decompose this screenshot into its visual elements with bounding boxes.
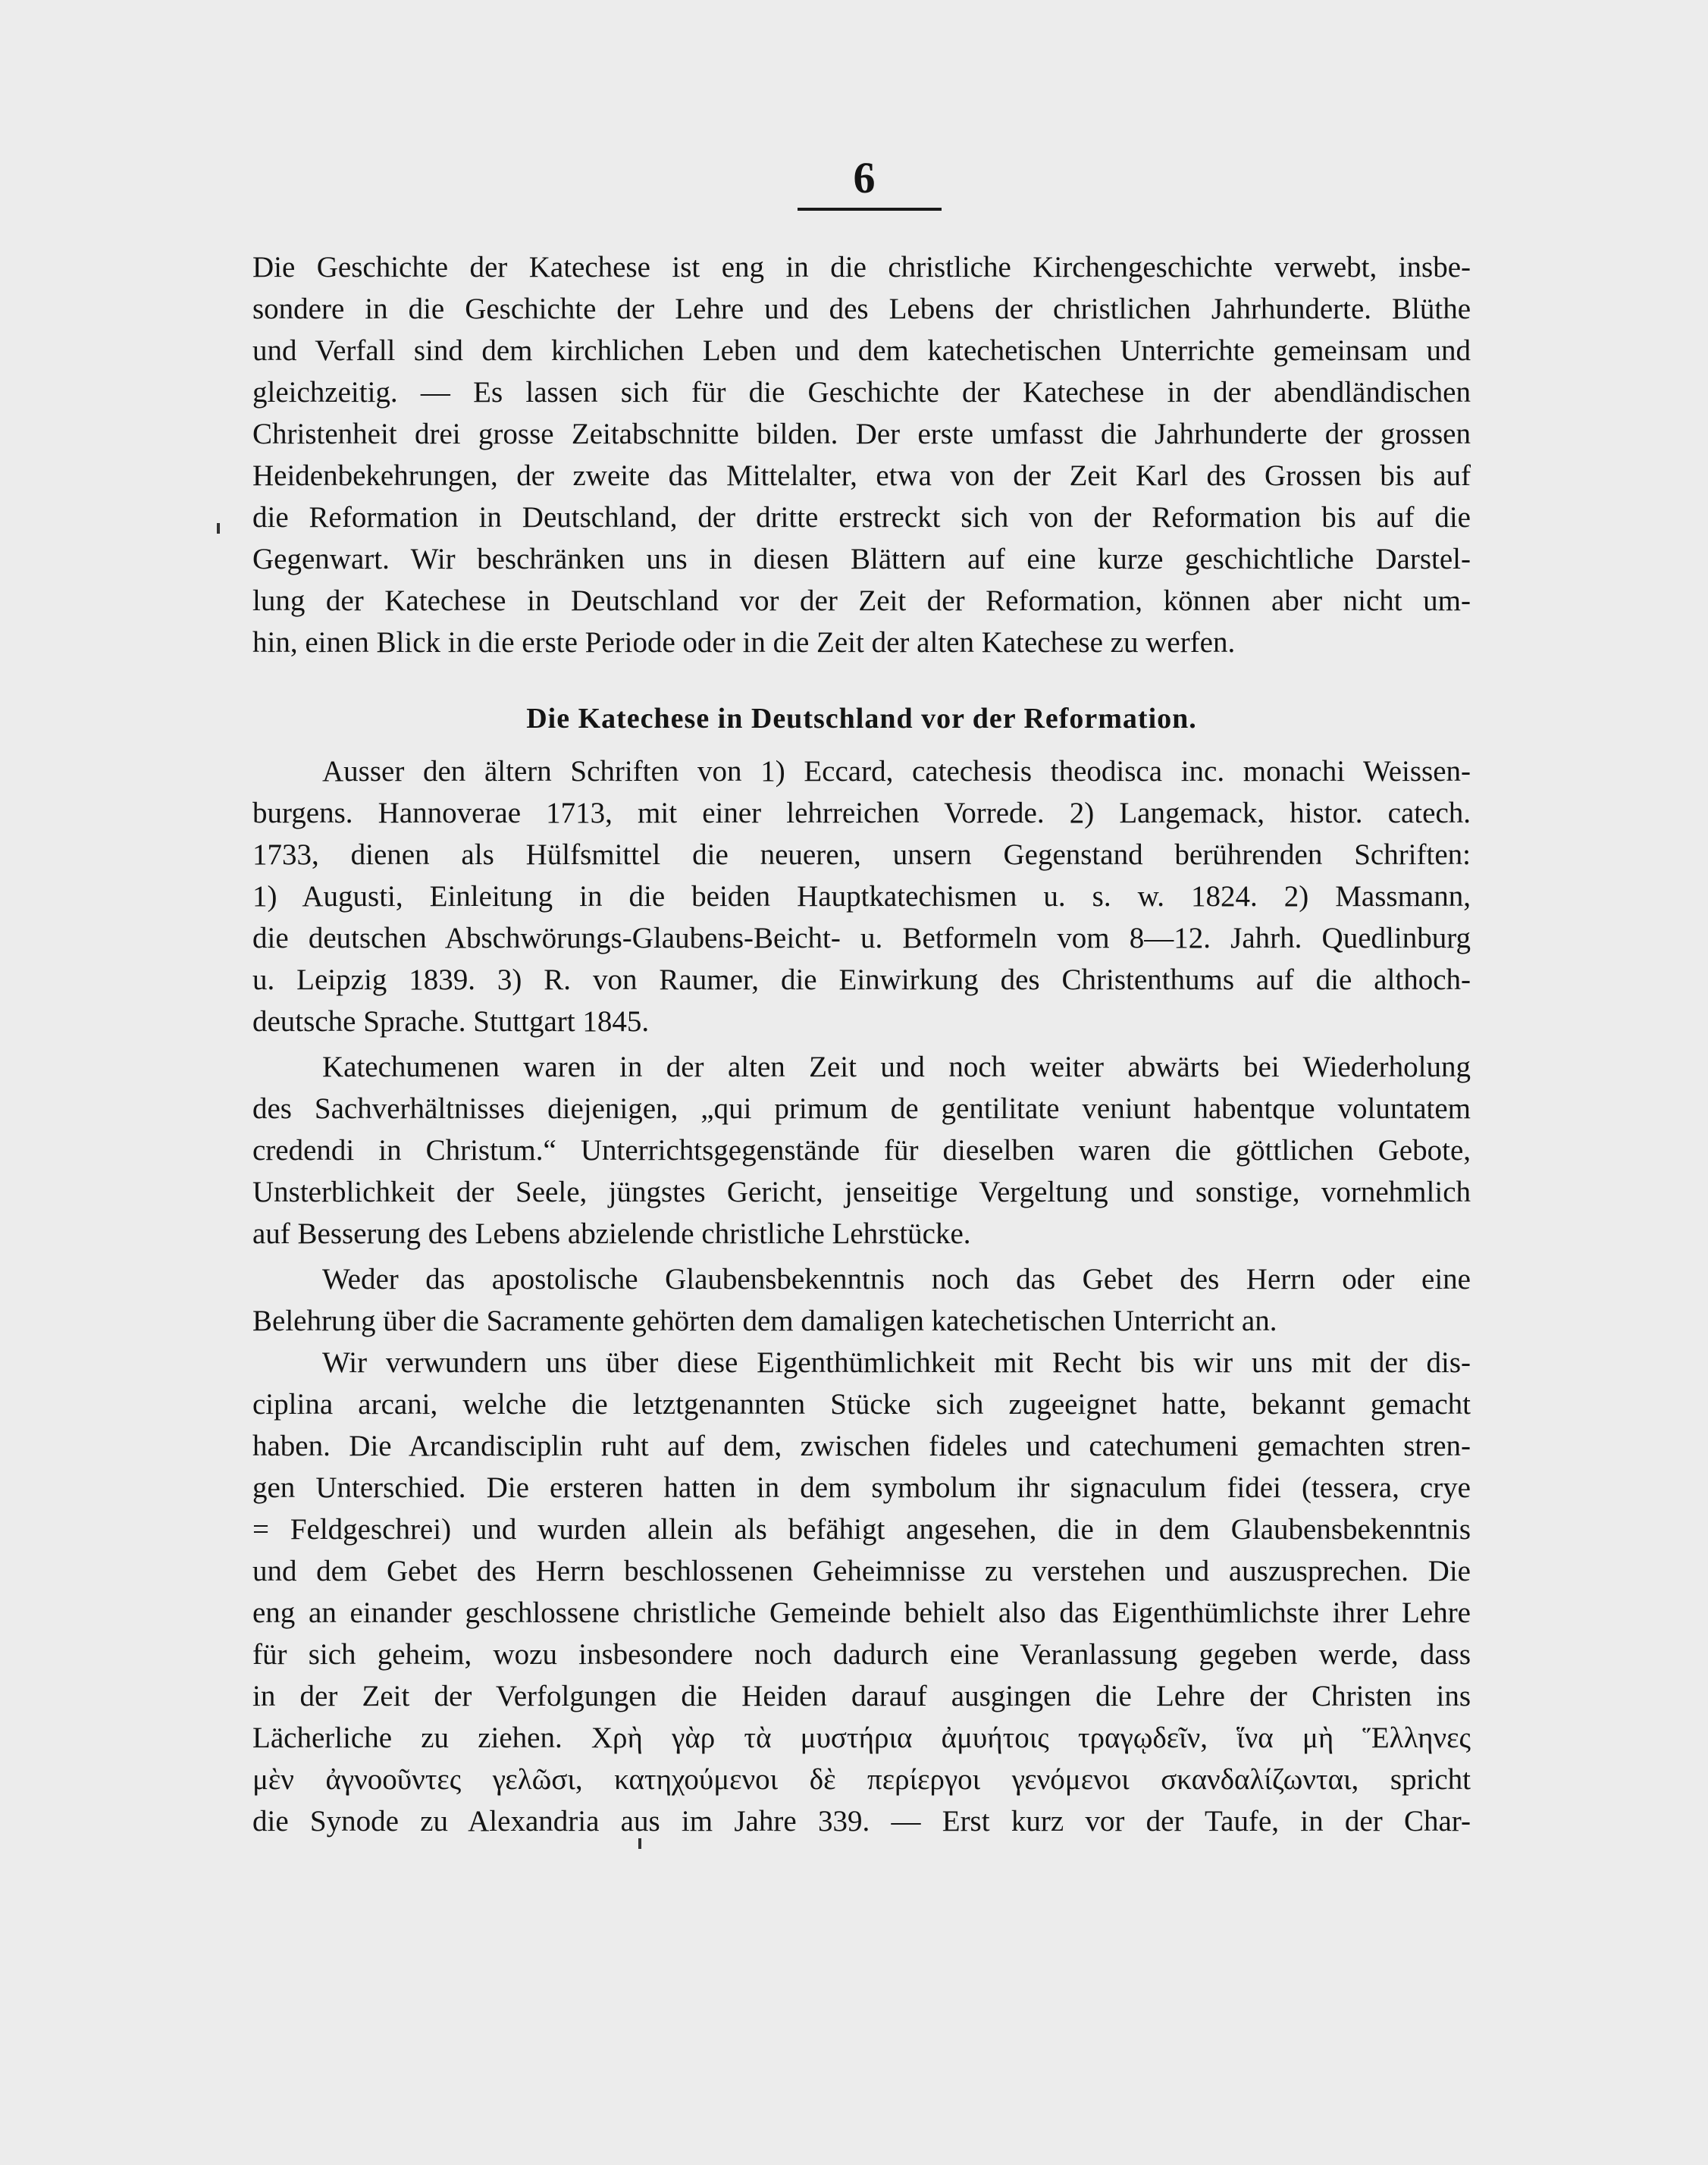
text-line: burgens. Hannoverae 1713, mit einer lehrreichen Vorrede. 2) Langemack, histor. catech. xyxy=(252,797,1471,829)
text-line: deutsche Sprache. Stuttgart 1845. xyxy=(252,1005,650,1038)
text-line: Belehrung über die Sacramente gehörten dem damaligen katechetischen Unterricht an. xyxy=(252,1305,1277,1337)
text-line: lung der Katechese in Deutschland vor der Zeit der Reformation, können aber nicht um- xyxy=(252,584,1471,617)
text-line: und Verfall sind dem kirchlichen Leben und dem katechetischen Unterrichte gemeinsam und xyxy=(252,334,1471,367)
text-line: sondere in die Geschichte der Lehre und des Lebens der christlichen Jahrhunderte. Blüthe xyxy=(252,293,1471,325)
text-line: und dem Gebet des Herrn beschlossenen Geheimnisse zu verstehen und auszusprechen. Die xyxy=(252,1555,1471,1587)
text-line: die Synode zu Alexandria aus im Jahre 339. — Erst kurz vor der Taufe, in der Char- xyxy=(252,1805,1471,1838)
text-line: in der Zeit der Verfolgungen die Heiden darauf ausgingen die Lehre der Christen ins xyxy=(252,1680,1471,1712)
section-heading: Die Katechese in Deutschland vor der Reformation. xyxy=(526,703,1197,735)
text-line: gen Unterschied. Die ersteren hatten in dem symbolum ihr signaculum fidei (tessera, crye xyxy=(252,1471,1471,1504)
text-line: Unsterblichkeit der Seele, jüngstes Gericht, jenseitige Vergeltung und sonstige, vornehmlich xyxy=(252,1176,1471,1208)
text-line: Katechumenen waren in der alten Zeit und noch weiter abwärts bei Wiederholung xyxy=(322,1051,1471,1083)
text-line: u. Leipzig 1839. 3) R. von Raumer, die Einwirkung des Christenthums auf die althoch- xyxy=(252,963,1471,996)
margin-mark xyxy=(638,1838,641,1849)
text-line: die Reformation in Deutschland, der dritte erstreckt sich von der Reformation bis auf die xyxy=(252,501,1471,534)
text-line: credendi in Christum.“ Unterrichtsgegenstände für dieselben waren die göttlichen Gebote, xyxy=(252,1134,1471,1167)
page-number-rule xyxy=(798,208,942,211)
text-line: Ausser den ältern Schriften von 1) Eccard, catechesis theodisca inc. monachi Weissen- xyxy=(322,755,1471,788)
text-line: Heidenbekehrungen, der zweite das Mittelalter, etwa von der Zeit Karl des Grossen bis auf xyxy=(252,459,1471,492)
text-line: 1) Augusti, Einleitung in die beiden Hauptkatechismen u. s. w. 1824. 2) Massmann, xyxy=(252,880,1471,913)
text-line: Lächerliche zu ziehen. Χρὴ γὰρ τὰ μυστήρια ἀμυήτοις τραγῳδεῖν, ἵνα μὴ Ἕλληνες xyxy=(252,1722,1471,1754)
margin-mark xyxy=(217,523,220,534)
text-line: des Sachverhältnisses diejenigen, „qui primum de gentilitate veniunt habentque voluntatem xyxy=(252,1092,1471,1125)
page-number: 6 xyxy=(853,153,876,202)
text-line: Christenheit drei grosse Zeitabschnitte bilden. Der erste umfasst die Jahrhunderte der grossen xyxy=(252,418,1471,450)
text-line: Die Geschichte der Katechese ist eng in die christliche Kirchengeschichte verwebt, insbe- xyxy=(252,251,1471,284)
text-line: haben. Die Arcandisciplin ruht auf dem, zwischen fideles und catechumeni gemachten stren- xyxy=(252,1430,1471,1462)
text-line: auf Besserung des Lebens abzielende christliche Lehrstücke. xyxy=(252,1217,971,1250)
text-line: 1733, dienen als Hülfsmittel die neueren, unsern Gegenstand berührenden Schriften: xyxy=(252,838,1471,871)
text-line: ciplina arcani, welche die letztgenannten Stücke sich zugeeignet hatte, bekannt gemacht xyxy=(252,1388,1471,1421)
text-line: μὲν ἀγνοοῦντες γελῶσι, κατηχούμενοι δὲ περίεργοι γενόμενοι σκανδαλίζωνται, spricht xyxy=(252,1763,1471,1796)
text-line: für sich geheim, wozu insbesondere noch dadurch eine Veranlassung gegeben werde, dass xyxy=(252,1638,1471,1671)
text-line: = Feldgeschrei) und wurden allein als befähigt angesehen, die in dem Glaubensbekenntnis xyxy=(252,1513,1471,1546)
text-line: hin, einen Blick in die erste Periode oder in die Zeit der alten Katechese zu werfen. xyxy=(252,626,1236,659)
text-line: die deutschen Abschwörungs-Glaubens-Beicht- u. Betformeln vom 8—12. Jahrh. Quedlinburg xyxy=(252,922,1471,954)
text-line: Wir verwundern uns über diese Eigenthümlichkeit mit Recht bis wir uns mit der dis- xyxy=(322,1346,1471,1379)
text-line: Gegenwart. Wir beschränken uns in diesen Blättern auf eine kurze geschichtliche Darstel- xyxy=(252,543,1471,575)
text-line: gleichzeitig. — Es lassen sich für die Geschichte der Katechese in der abendländischen xyxy=(252,376,1471,409)
text-line: eng an einander geschlossene christliche Gemeinde behielt also das Eigenthümlichste ihrer Lehre xyxy=(252,1596,1471,1629)
text-line: Weder das apostolische Glaubensbekenntnis noch das Gebet des Herrn oder eine xyxy=(322,1263,1471,1296)
